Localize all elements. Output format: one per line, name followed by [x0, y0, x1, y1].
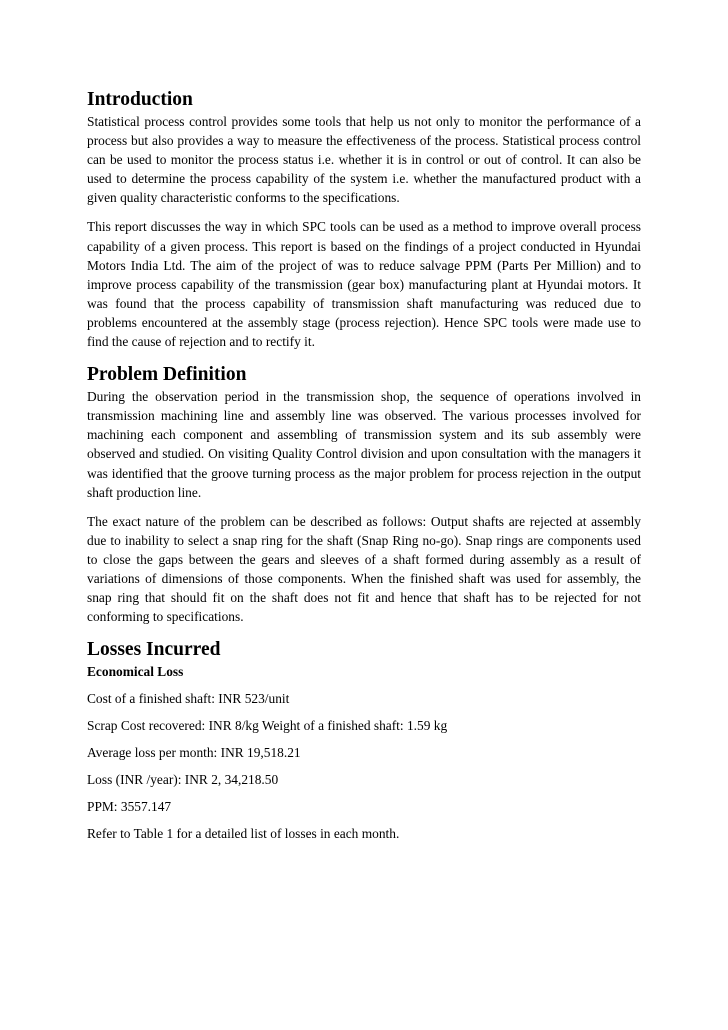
- scrap-cost-line: Scrap Cost recovered: INR 8/kg Weight of a finished shaft: 1.59 kg: [87, 718, 448, 734]
- introduction-heading: Introduction: [87, 89, 193, 110]
- introduction-paragraph-2: This report discusses the way in which SPC tools can be used as a method to improve overall process capability of a given process. This report is based on the findings of a project conducted in Hyundai Motors India Ltd. The aim of the project of was to reduce salvage PPM (Parts Per Million) and to improve process capability of the transmission (gear box) manufacturing plant at Hyundai motors. It was found that the process capability of transmission shaft manufacturing was reduced due to problems encountered at the assembly stage (process rejection). Hence SPC tools were made use to find the cause of rejection and to rectify it.: [87, 219, 641, 350]
- document-page: [87, 88, 641, 851]
- losses-incurred-section: [87, 638, 641, 843]
- ppm-line: PPM: 3557.147: [87, 799, 172, 815]
- losses-incurred-heading: Losses Incurred: [87, 639, 221, 661]
- finished-shaft-cost-line: Cost of a finished shaft: INR 523/unit: [87, 691, 290, 707]
- problem-definition-paragraph-1: During the observation period in the transmission shop, the sequence of operations involved in transmission machining line and assembly line was observed. The various processes involved for machining each component and assembling of transmission system and its sub assembly were observed and studied. On visiting Quality Control division and upon consultation with the managers it was identified that the groove turning process as the major problem for process rejection in the output shaft production line.: [87, 389, 641, 500]
- problem-definition-section: [87, 363, 641, 626]
- yearly-loss-line: Loss (INR /year): INR 2, 34,218.50: [87, 772, 279, 788]
- introduction-paragraph-1: Statistical process control provides some tools that help us not only to monitor the performance of a process but also provides a way to measure the effectiveness of the process. Statistical process control can be used to monitor the process status i.e. whether it is in control or out of control. It can also be used to determine the process capability of the system i.e. whether the manufactured product with a given quality characteristic conforms to the specifications.: [87, 114, 641, 206]
- economical-loss-subheading: Economical Loss: [87, 664, 184, 680]
- problem-definition-paragraph-2: The exact nature of the problem can be described as follows: Output shafts are rejected at assembly due to inability to select a snap ring for the shaft (Snap Ring no-go). Snap rings are components used to close the gaps between the gears and sleeves of a shaft formed during assembly as a result of variations of dimensions of those components. When the finished shaft was used for assembly, the snap ring that should fit on the shaft does not fit and hence that shaft has to be rejected for not conforming to specifications.: [87, 513, 641, 625]
- table-reference-line: Refer to Table 1 for a detailed list of losses in each month.: [87, 826, 400, 842]
- average-monthly-loss-line: Average loss per month: INR 19,518.21: [87, 745, 301, 761]
- problem-definition-heading: Problem Definition: [87, 364, 247, 386]
- introduction-section: [87, 88, 641, 351]
